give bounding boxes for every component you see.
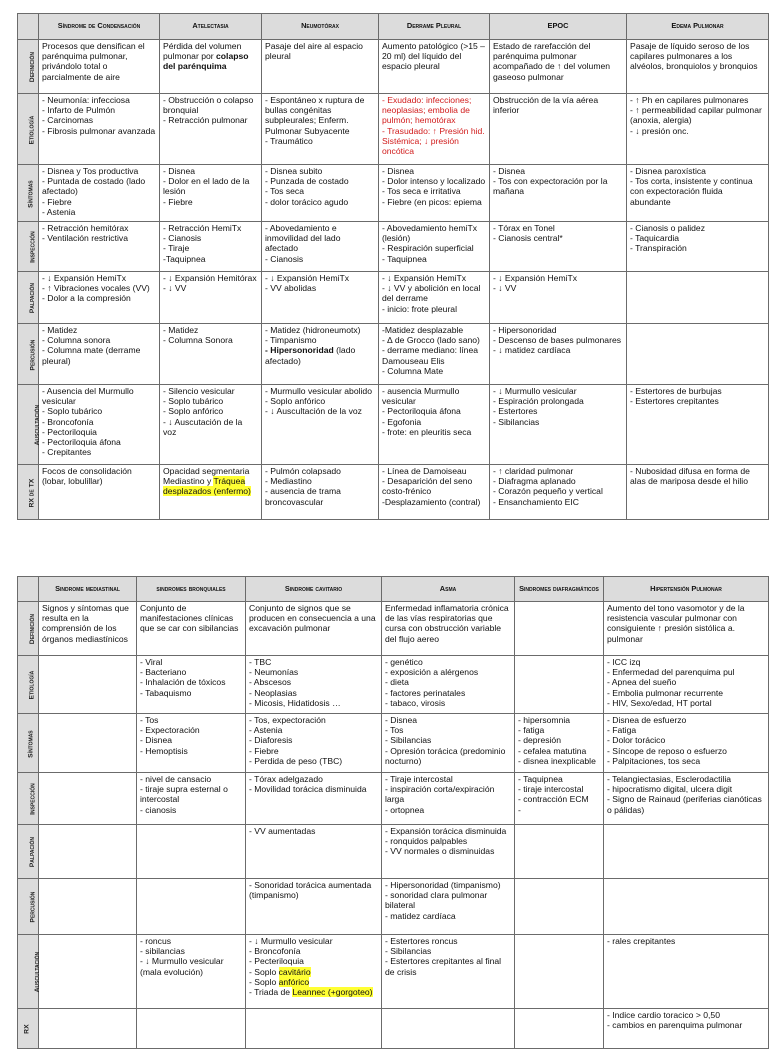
cell: - ausencia Murmullo vesicular - Pectoriloquia áfona - Egofonia - frote: en pleuritis seca (379, 385, 490, 465)
table-sindromes-1 (17, 13, 769, 520)
cell: - genético - exposición a alérgenos - dieta - factores perinatales - tabaco, virosis (382, 656, 515, 714)
cell: - Disnea de esfuerzo - Fatiga - Dolor torácico - Síncope de reposo o esfuerzo - Palpitaciones, tos seca (604, 714, 769, 773)
col-header: Derrame Pleural (379, 14, 490, 40)
table-row (18, 825, 769, 879)
cell: - Expansión torácica disminuida - ronquidos palpables - VV normales o disminuidas (382, 825, 515, 879)
cell: - ↓ Expansión HemiTx - ↓ VV y abolición en local del derrame - inicio: frote pleural (379, 272, 490, 324)
cell: - ↓ Expansión HemiTx - VV abolidas (262, 272, 379, 324)
cell (627, 324, 769, 385)
cell: - Taquipnea - tiraje intercostal - contracción ECM - (515, 773, 604, 825)
col-header: Neumotórax (262, 14, 379, 40)
cell: Pasaje de líquido seroso de los capilares pulmonares a los alvéolos, bronquiolos y bronquios (627, 40, 769, 94)
row-label: Síntomas (18, 714, 39, 773)
cell: - hipersomnia - fatiga - depresión - cefalea matutina - disnea inexplicable (515, 714, 604, 773)
cell: - Disnea - Dolor en el lado de la lesión - Fiebre (160, 165, 262, 222)
cell: - Disnea y Tos productiva - Puntada de costado (lado afectado) - Fiebre - Astenia (39, 165, 160, 222)
cell: - Estertores roncus - Sibilancias - Estertores crepitantes al final de crisis (382, 935, 515, 1009)
cell (382, 1009, 515, 1049)
table1-header-row (18, 14, 769, 40)
cell: - Retracción HemiTx - Cianosis - Tiraje -Taquipnea (160, 222, 262, 272)
cell: - Cianosis o palidez - Taquicardia - Transpiración (627, 222, 769, 272)
cell: - Ausencia del Murmullo vesicular - Soplo tubárico - Broncofonía - Pectoriloquia - Pectoriloquia áfona - Crepitantes (39, 385, 160, 465)
cell: - ↓ Expansión HemiTx - ↓ VV (490, 272, 627, 324)
cell (137, 825, 246, 879)
cell: - VV aumentadas (246, 825, 382, 879)
row-label: Síntomas (18, 165, 39, 222)
cell: - Disnea - Dolor intenso y localizado - Tos seca e irritativa - Fiebre (en picos: epiema (379, 165, 490, 222)
table-row (18, 879, 769, 935)
cell: - Abovedamiento e inmovilidad del lado afectado - Cianosis (262, 222, 379, 272)
cell: Aumento del tono vasomotor y de la resistencia vascular pulmonar con consiguiente ↑ presión sistólica a. pulmonar (604, 602, 769, 656)
table-row (18, 1009, 769, 1049)
cell: - Retracción hemitórax - Ventilación restrictiva (39, 222, 160, 272)
cell (515, 825, 604, 879)
cell: - Neumonía: infecciosa - Infarto de Pulmón - Carcinomas - Fibrosis pulmonar avanzada (39, 94, 160, 165)
cell: - Abovedamiento hemiTx (lesión) - Respiración superficial - Taquipnea (379, 222, 490, 272)
cell: Conjunto de manifestaciones clínicas que se car con sibilancias (137, 602, 246, 656)
cell: - ↓ Expansión Hemitórax - ↓ VV (160, 272, 262, 324)
cell (39, 714, 137, 773)
cell: - Espontáneo x ruptura de bullas congénitas subpleurales; Enferm. Pulmonar Subyacente - Traumático (262, 94, 379, 165)
cell (39, 1009, 137, 1049)
cell: - ↓ Murmullo vesicular - Broncofonía - Pecteriloquia - Soplo cavitário - Soplo anfórico - Triada de Leannec (+gorgoteo) (246, 935, 382, 1009)
cell (515, 1009, 604, 1049)
row-label: Definición (18, 602, 39, 656)
row-label: Etiología (18, 656, 39, 714)
cell (627, 272, 769, 324)
table-row (18, 94, 769, 165)
table-sindromes-2 (17, 576, 769, 1049)
cell: - ICC izq - Enfermedad del parenquima pul - Apnea del sueño - Embolia pulmonar recurrente - HIV, Sexo/edad, HT portal (604, 656, 769, 714)
cell: - Nubosidad difusa en forma de alas de mariposa desde el hilio (627, 465, 769, 520)
cell (39, 935, 137, 1009)
cell: - Hipersonoridad - Descenso de bases pulmonares - ↓ matidez cardíaca (490, 324, 627, 385)
table-row (18, 165, 769, 222)
cell (39, 825, 137, 879)
cell (515, 935, 604, 1009)
cell: -Matidez desplazable - ∆ de Grocco (lado sano) - derrame mediano: línea Damouseau Elis - Columna Mate (379, 324, 490, 385)
cell: Conjunto de signos que se producen en consecuencia a una excavación pulmonar (246, 602, 382, 656)
col-header: Atelectasia (160, 14, 262, 40)
col-header: Edema Pulmonar (627, 14, 769, 40)
cell: - Tiraje intercostal - inspiración corta/expiración larga - ortopnea (382, 773, 515, 825)
cell: - Disnea paroxística - Tos corta, insistente y continua con expectoración fluida abundante (627, 165, 769, 222)
table-row (18, 656, 769, 714)
cell: - ↑ claridad pulmonar - Diafragma aplanado - Corazón pequeño y vertical - Ensanchamiento EIC (490, 465, 627, 520)
table-row (18, 602, 769, 656)
row-label: Auscultación (18, 385, 39, 465)
cell: - Disnea subito - Punzada de costado - Tos seca - dolor torácico agudo (262, 165, 379, 222)
cell: - Matidez (hidroneumotx) - Timpanismo - Hipersonoridad (lado afectado) (262, 324, 379, 385)
cell: - Silencio vesicular - Soplo tubárico - Soplo anfórico - ↓ Auscutación de la voz (160, 385, 262, 465)
cell (515, 602, 604, 656)
cell (39, 879, 137, 935)
cell: - Indice cardio toracico > 0,50 - cambios en parenquima pulmonar (604, 1009, 769, 1049)
col-header: Sindrome mediastinal (39, 577, 137, 602)
table-row (18, 324, 769, 385)
cell: - Tos - Expectoración - Disnea - Hemoptisis (137, 714, 246, 773)
cell: - rales crepitantes (604, 935, 769, 1009)
cell: - Línea de Damoiseau - Desaparición del seno costo-frénico -Desplazamiento (contral) (379, 465, 490, 520)
cell: - Matidez - Columna sonora - Columna mate (derrame pleural) (39, 324, 160, 385)
cell (604, 879, 769, 935)
col-header: EPOC (490, 14, 627, 40)
cell: - Matidez - Columna Sonora (160, 324, 262, 385)
cell (246, 1009, 382, 1049)
cell: - Tórax adelgazado - Movilidad torácica disminuida (246, 773, 382, 825)
row-label: Inspección (18, 773, 39, 825)
row-label: Palpación (18, 272, 39, 324)
table2-header-row (18, 577, 769, 602)
cell: Signos y síntomas que resulta en la comprensión de los órganos mediastínicos (39, 602, 137, 656)
table-row (18, 222, 769, 272)
cell: - Telangiectasias, Esclerodactilia - hipocratismo digital, ulcera digit - Signo de Rainaud (periferias cianóticas o pálidas) (604, 773, 769, 825)
row-label: Percusión (18, 879, 39, 935)
col-header: sindromes bronquiales (137, 577, 246, 602)
cell: - Disnea - Tos - Sibilancias - Opresión torácica (predominio nocturno) (382, 714, 515, 773)
col-header: Síndrome de Condensación (39, 14, 160, 40)
row-label: Palpación (18, 825, 39, 879)
corner-cell (18, 577, 39, 602)
cell: - ↓ Murmullo vesicular - Espiración prolongada - Estertores - Sibilancias (490, 385, 627, 465)
row-label: Etiología (18, 94, 39, 165)
cell: Pérdida del volumen pulmonar por colapso del parénquima (160, 40, 262, 94)
cell: - Sonoridad torácica aumentada (timpanismo) (246, 879, 382, 935)
cell: - Pulmón colapsado - Mediastino - ausencia de trama broncovascular (262, 465, 379, 520)
cell (39, 773, 137, 825)
cell: - Obstrucción o colapso bronquial - Retracción pulmonar (160, 94, 262, 165)
cell: Estado de rarefacción del parénquima pulmonar acompañado de ↑ del volumen gaseoso pulmonar (490, 40, 627, 94)
row-label: RX de TX (18, 465, 39, 520)
corner-cell (18, 14, 39, 40)
cell: Opacidad segmentaria Mediastino y Tráquea desplazados (enfermo) (160, 465, 262, 520)
cell: - Tos, expectoración - Astenia - Diaforesis - Fiebre - Perdida de peso (TBC) (246, 714, 382, 773)
cell: Obstrucción de la vía aérea inferior (490, 94, 627, 165)
cell: - roncus - sibilancias - ↓ Murmullo vesicular (mala evolución) (137, 935, 246, 1009)
col-header: Hipertensión Pulmonar (604, 577, 769, 602)
cell: - ↓ Expansión HemiTx - ↑ Vibraciones vocales (VV) - Dolor a la compresión (39, 272, 160, 324)
cell (515, 656, 604, 714)
col-header: Asma (382, 577, 515, 602)
cell (39, 656, 137, 714)
table-row (18, 385, 769, 465)
cell: - Tórax en Tonel - Cianosis central* (490, 222, 627, 272)
cell (515, 879, 604, 935)
cell: Pasaje del aire al espacio pleural (262, 40, 379, 94)
cell: - Viral - Bacteriano - Inhalación de tóxicos - Tabaquismo (137, 656, 246, 714)
cell: Focos de consolidación (lobar, lobulillar) (39, 465, 160, 520)
cell: Aumento patológico (>15 – 20 ml) del líquido del espacio pleural (379, 40, 490, 94)
row-label: RX (18, 1009, 39, 1049)
cell (137, 879, 246, 935)
row-label: Percusión (18, 324, 39, 385)
table-row (18, 272, 769, 324)
table-row (18, 714, 769, 773)
table-row (18, 773, 769, 825)
col-header: Sindromes diafragmáticos (515, 577, 604, 602)
table-row (18, 40, 769, 94)
cell: - Exudado: infecciones; neoplasias; embolia de pulmón; hemotórax - Trasudado: ↑ Presión hid. Sistémica; ↓ presión oncótica (379, 94, 490, 165)
cell (604, 825, 769, 879)
row-label: Definición (18, 40, 39, 94)
cell: - TBC - Neumonías - Abscesos - Neoplasias - Micosis, Hidatidosis … (246, 656, 382, 714)
cell: - Disnea - Tos con expectoración por la mañana (490, 165, 627, 222)
cell (137, 1009, 246, 1049)
cell: Enfermedad inflamatoria crónica de las vías respiratorias que cursa con obstrucción variable del flujo aereo (382, 602, 515, 656)
cell: Procesos que densifican el parénquima pulmonar, privándolo total o parcialmente de aire (39, 40, 160, 94)
row-label: Inspección (18, 222, 39, 272)
cell: - Hipersonoridad (timpanismo) - sonoridad clara pulmonar bilateral - matidez cardíaca (382, 879, 515, 935)
row-label: Auscultación (18, 935, 39, 1009)
cell: - Murmullo vesicular abolido - Soplo anfórico - ↓ Auscultación de la voz (262, 385, 379, 465)
col-header: Sindrome cavitario (246, 577, 382, 602)
cell: - nivel de cansacio - tiraje supra esternal o intercostal - cianosis (137, 773, 246, 825)
cell: - ↑ Ph en capilares pulmonares - ↑ permeabilidad capilar pulmonar (anoxia, alergia) - ↓ presión onc. (627, 94, 769, 165)
table-row (18, 935, 769, 1009)
table-row (18, 465, 769, 520)
cell: - Estertores de burbujas - Estertores crepitantes (627, 385, 769, 465)
